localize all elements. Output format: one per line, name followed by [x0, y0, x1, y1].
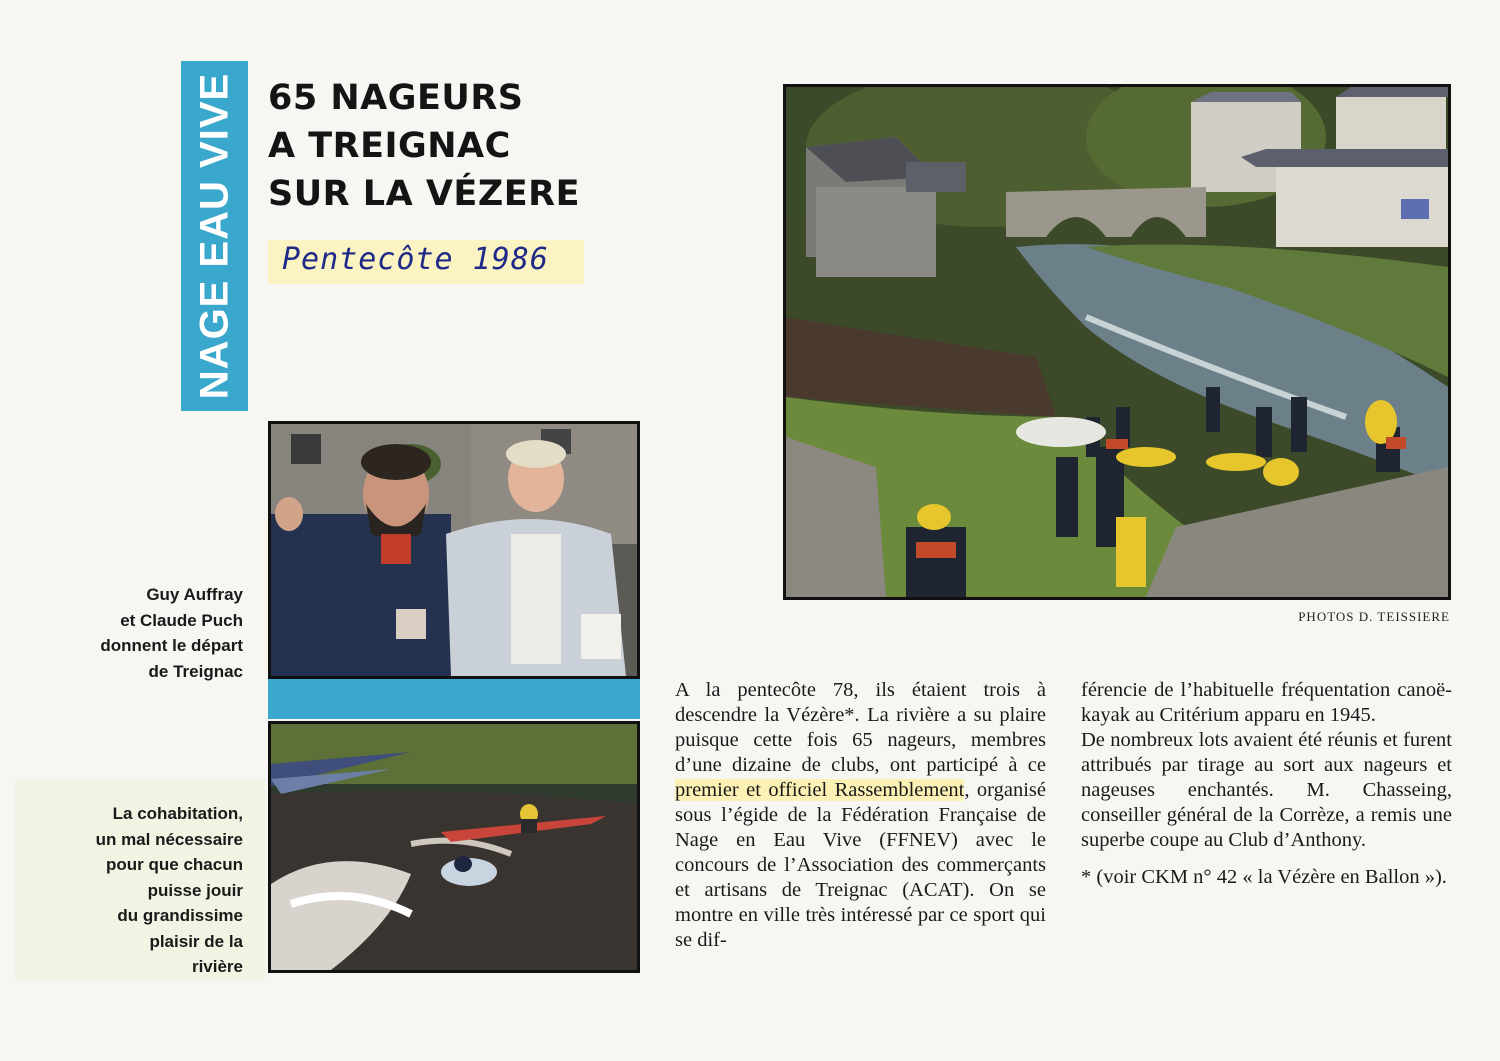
handwritten-date-text: Pentecôte 1986 [282, 242, 549, 277]
article-column-1 [675, 678, 1046, 953]
village-bridge-photo [783, 84, 1451, 600]
highlighted-text: premier et officiel Rassemblement [675, 779, 965, 801]
headline-line-1: 65 NAGEURS [268, 78, 524, 118]
caption-line: plaisir de la [149, 931, 243, 951]
kayak-river-photo [268, 721, 640, 973]
caption-line: un mal nécessaire [95, 829, 243, 849]
headline-line-2: A TREIGNAC [268, 126, 511, 166]
photo-credit: PHOTOS D. TEISSIERE [1298, 609, 1450, 624]
section-tab [181, 61, 248, 411]
paragraph-spacer [1081, 853, 1452, 865]
accent-band [268, 679, 640, 719]
officials-portrait-photo [268, 421, 640, 679]
headline-line-3: SUR LA VÉZERE [268, 174, 580, 214]
article-text: , organisé sous l’égide de la Fédération Française de Nage en Eau Vive (FFNEV) avec le concours de l’Association des commerçants et artisans de Treignac (ACAT). On se montre en ville très intéressé par ce sport qui se dif- [675, 779, 1046, 951]
caption-line: donnent le départ [100, 636, 243, 655]
article-text: A la pentecôte 78, ils étaient trois à descendre la Vézère*. La rivière a su plaire puisque cette fois 65 nageurs, membres d’une dizaine de clubs, ont participé à ce [675, 679, 1046, 776]
article-column-2 [1081, 678, 1452, 890]
article-paragraph: férencie de l’habituelle fréquentation canoë-kayak au Critérium apparu en 1945. [1081, 679, 1452, 726]
caption-line: du grandissime [117, 906, 243, 925]
article-paragraph: De nombreux lots avaient été réunis et furent attribués par tirage au sort aux nageurs et nageuses enchantés. M. Chasseing, conseiller général de la Corrèze, a remis une superbe coupe au Club d’Anthony. [1081, 729, 1452, 851]
caption-line: rivière [191, 957, 243, 976]
caption-line: Guy Auffray [146, 585, 243, 604]
caption-line: La cohabitation, [112, 804, 243, 823]
caption-line: pour que chacun [106, 855, 243, 874]
section-tab-label: NAGE EAU VIVE [192, 72, 236, 400]
kayak-caption [40, 801, 243, 980]
caption-line: de Treignac [148, 661, 243, 681]
portrait-caption [40, 582, 243, 684]
handwritten-date [268, 240, 584, 284]
caption-line: et Claude Puch [120, 610, 243, 630]
footnote: * (voir CKM n° 42 « la Vézère en Ballon »). [1081, 866, 1447, 888]
caption-line: puisse jouir [147, 880, 243, 900]
